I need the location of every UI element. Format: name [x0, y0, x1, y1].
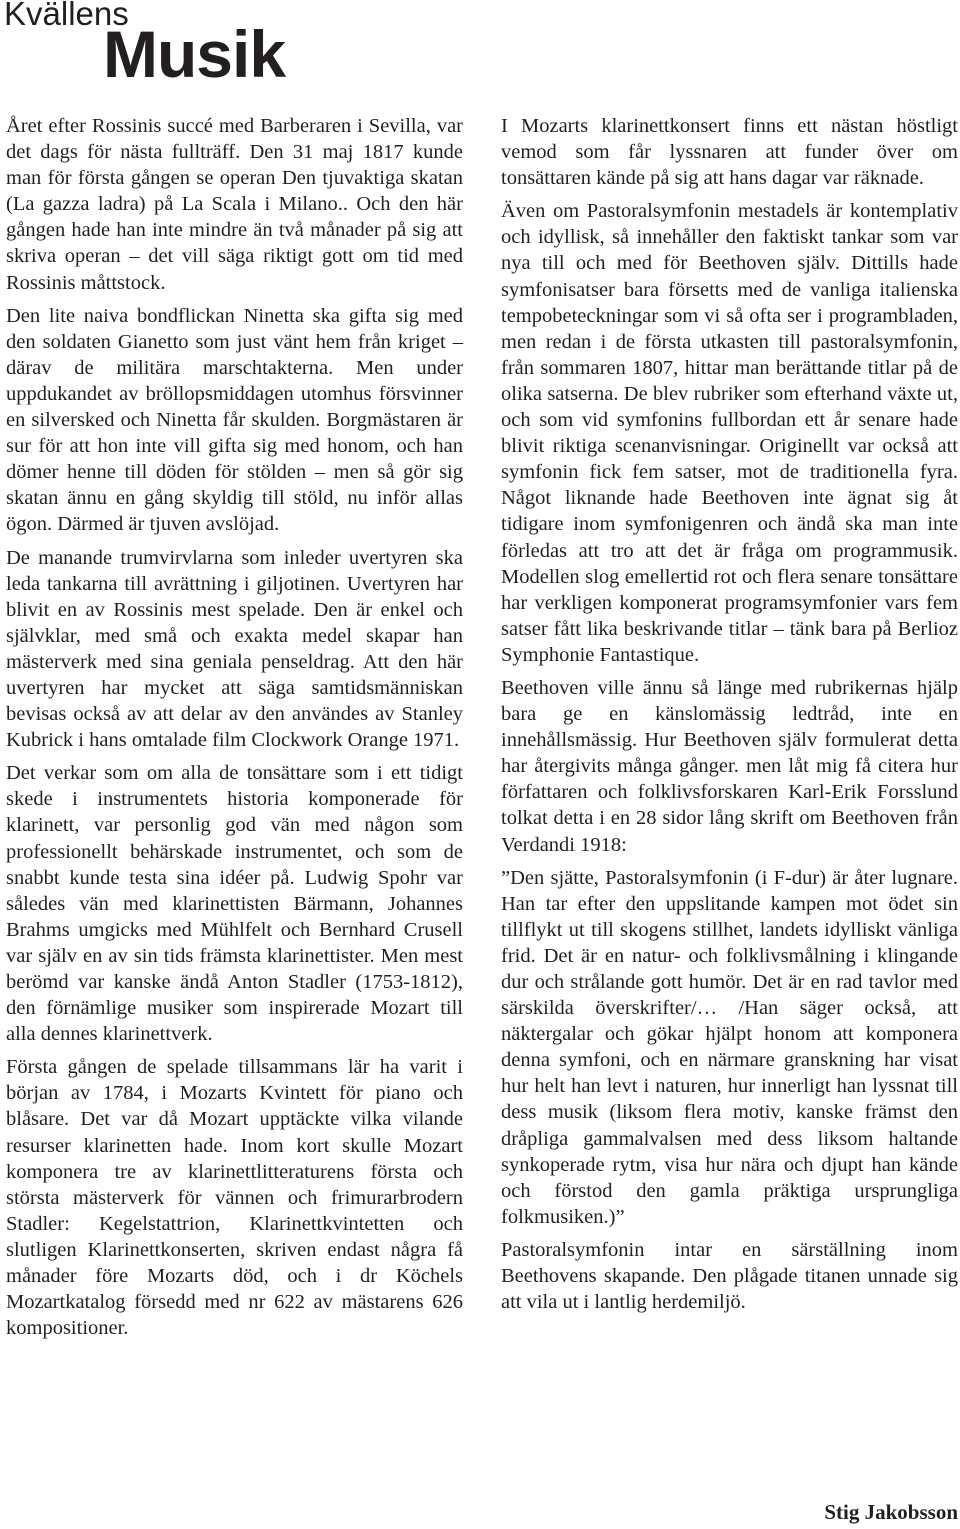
- author-byline: Stig Jakobsson: [824, 1500, 958, 1524]
- quote-paragraph: ”Den sjätte, Pastoralsymfonin (i F-dur) är åter lugnare. Han tar efter den uppslitande kampen mot ödet sin tillflykt ut till skogens stillhet, landets idylliskt vänliga frid. Det är en natur- och folklivsmålning i klingande dur och strålande gott humör. Det är en rad tavlor med särskilda överskrifter/… /Han säger också, att näktergalar och gökar hjälpt honom att komponera denna symfoni, och en närmare granskning har visat hur helt han levt i naturen, hur innerligt han lyssnat till dess musik (liksom flera motiv, kanske främst den dråpliga gammalvalsen med dess liksom haltande synkoperade rytm, visa hur nära och djupt han kände och förstod den gamla präktiga ursprungliga folkmusiken.)”: [501, 866, 958, 1228]
- page-title: Musik: [103, 17, 286, 91]
- article-column-right: [501, 113, 958, 1322]
- paragraph: Även om Pastoralsymfonin mestadels är kontemplativ och idyllisk, så innehåller den faktiskt tankar som var nya till och med för Beethoven själv. Dittills hade symfonisatser bara försetts med de vanliga italienska tempobeteckningar som vi så ofta ser i programbladen, men redan i de första utkasten till pastoralsymfonin, från sommaren 1807, hittar man berättande titlar på de olika satserna. De blev rubriker som efterhand växte ut, och som vid symfonins fullbordan ett år senare hade blivit riktiga scenanvisningar. Originellt var också att symfonin fick fem satser, mot de traditionella fyra. Något liknande hade Beethoven inte ägnat sig åt tidigare inom symfonigenren och ändå ska man inte förledas att tro att det är fråga om programmusik. Modellen slog emellertid rot och flera senare tonsättare har verkligen komponerat programsymfonier vars fem satser fått lika beskrivande titlar – tänk bara på Berlioz Symphonie Fantastique.: [501, 200, 958, 666]
- paragraph: Det verkar som om alla de tonsättare som i ett tidigt skede i instrumentets historia komponerade för klarinett, var personlig god vän med någon som professionellt behärskade instrumentet, och som de snabbt kunde testa sina idéer på. Ludwig Spohr var således vän med klarinettisten Bärmann, Johannes Brahms umgicks med Mühlfelt och Bernhard Crusell var själv en av sin tids främsta klarinettister. Men mest berömd var kanske ändå Anton Stadler (1753-1812), den förnämlige musiker som inspirerade Mozart till alla dennes klarinettverk.: [6, 762, 463, 1046]
- paragraph: Året efter Rossinis succé med Barberaren i Sevilla, var det dags för nästa fullträff. Den 31 maj 1817 kunde man för första gången se operan Den tjuvaktiga skatan (La gazza ladra) på La Scala i Milano.. Och den här gången hade han inte mindre än två månader på sig att skriva operan – det vill säga riktigt gott om tid med Rossinis måttstock.: [6, 115, 463, 294]
- section-kicker: Kvällens: [4, 0, 129, 32]
- paragraph: Beethoven ville ännu så länge med rubrikernas hjälp bara ge en känslomässig ledtråd, inte en innehållsmässig. Hur Beethoven själv formulerat detta har återgivits många gånger. men låt mig få citera hur författaren och folklivsforskaren Karl-Erik Forsslund tolkat detta i en 28 sidor lång skrift om Beethoven från Verdandi 1918:: [501, 676, 958, 856]
- paragraph: Pastoralsymfonin intar en särställning inom Beethovens skapande. Den plågade titanen unnade sig att vila ut i lantlig herdemiljö.: [501, 1238, 958, 1314]
- paragraph: De manande trumvirvlarna som inleder uvertyren ska leda tankarna till avrättning i giljotinen. Uvertyren har blivit en av Rossinis mest spelade. Den är enkel och självklar, med små och exakta medel skapar han mästerverk med sina geniala penseldrag. Att den här uvertyren har mycket att säga samtidsmänniskan bevisas också av att delar av den användes av Stanley Kubrick i hans omtalade film Clockwork Orange 1971.: [6, 546, 463, 752]
- paragraph: Första gången de spelade tillsammans lär ha varit i början av 1784, i Mozarts Kvintett för piano och blåsare. Det var då Mozart upptäckte vilka vilande resurser klarinetten hade. Inom kort skulle Mozart komponera tre av klarinettlitteraturens första och största mästerverk för vännen och frimurarbrodern Stadler: Kegelstattrion, Klarinettkvintetten och slutligen Klarinettkonserten, skriven endast några få månader före Mozarts död, och i dr Köchels Mozartkatalog försedd med nr 622 av mästarens 626 kompositioner.: [6, 1056, 463, 1340]
- paragraph: I Mozarts klarinettkonsert finns ett nästan höstligt vemod som får lyssnaren att funder över om tonsättaren kände på sig att hans dagar var räknade.: [501, 115, 958, 190]
- paragraph: Den lite naiva bondflickan Ninetta ska gifta sig med den soldaten Gianetto som just vänt hem från kriget – därav de militära marschtakterna. Men under uppdukandet av bröllopsmiddagen utomhus försvinner en silversked och Ninetta får skulden. Borgmästaren är sur för att hon inte vill gifta sig med honom, och han dömer henne till döden för stölden – men så gör sig skatan ännu en gång skyldig till stöld, nu inför allas ögon. Därmed är tjuven avslöjad.: [6, 304, 463, 536]
- article-column-left: [6, 113, 463, 1348]
